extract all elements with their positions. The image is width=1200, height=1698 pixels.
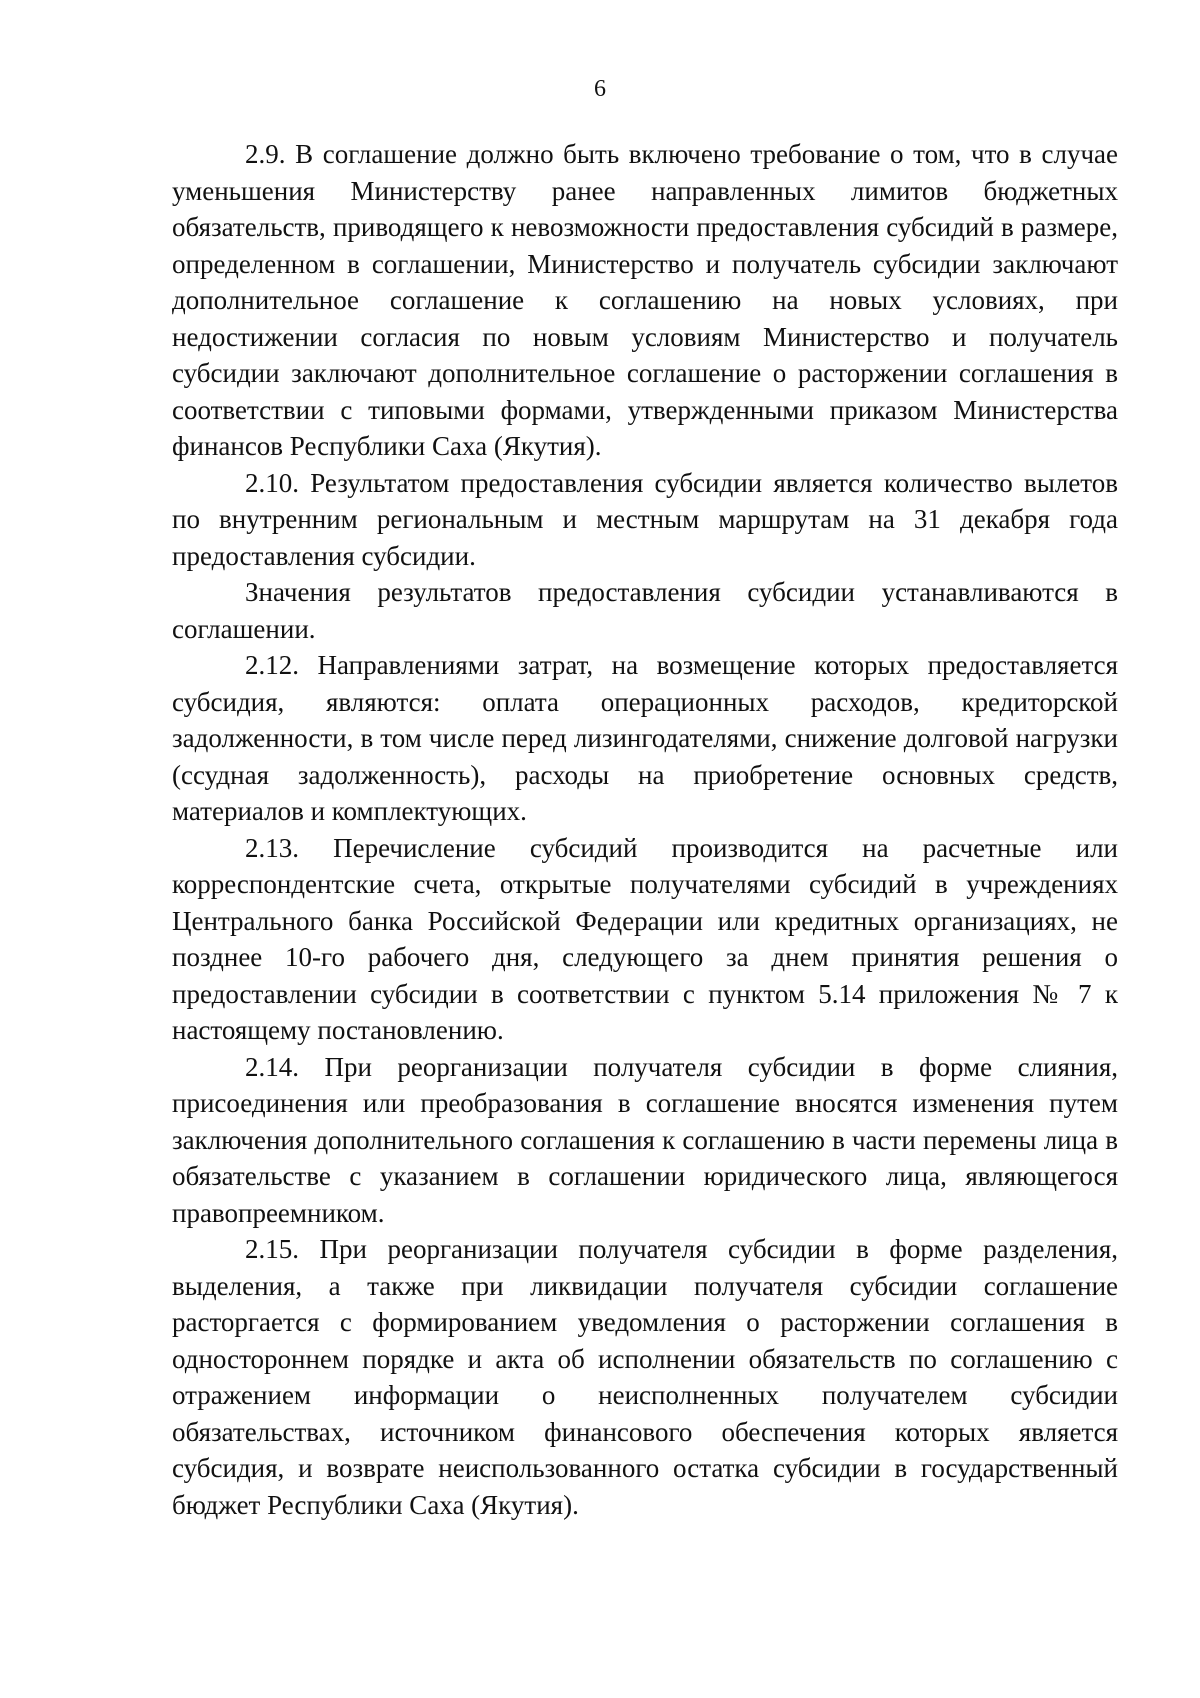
page-number: 6 <box>594 76 606 102</box>
paragraph-2-13: 2.13. Перечисление субсидий производится на расчетные или корреспондентские счета, открытые получателями субсидий в учреждениях Центрального банка Российской Федерации или кредитных организациях, не позднее 10-го рабочего дня, следующего за днем принятия решения о предоставлении субсидии в соответствии с пунктом 5.14 приложения № 7 к настоящему постановлению. <box>172 832 1118 1045</box>
document-body <box>172 136 1118 1523</box>
paragraph-result-values: Значения результатов предоставления субсидии устанавливаются в соглашении. <box>172 577 1118 644</box>
paragraph-2-15: 2.15. При реорганизации получателя субсидии в форме разделения, выделения, а также при ликвидации получателя субсидии соглашение расторгается с формированием уведомления о расторжении соглашения в одностороннем порядке и акта об исполнении обязательств по соглашению с отражением информации о неисполненных получателем субсидии обязательствах, источником финансового обеспечения которых является субсидия, и возврате неиспользованного остатка субсидии в государственный бюджет Республики Саха (Якутия). <box>172 1234 1118 1520</box>
paragraph-2-14: 2.14. При реорганизации получателя субсидии в форме слияния, присоединения или преобразования в соглашение вносятся изменения путем заключения дополнительного соглашения к соглашению в части перемены лица в обязательстве с указанием в соглашении юридического лица, являющегося правопреемником. <box>172 1051 1118 1228</box>
paragraph-2-10: 2.10. Результатом предоставления субсидии является количество вылетов по внутренним региональным и местным маршрутам на 31 декабря года предоставления субсидии. <box>172 467 1118 571</box>
paragraph-2-9: 2.9. В соглашение должно быть включено требование о том, что в случае уменьшения Министерству ранее направленных лимитов бюджетных обязательств, приводящего к невозможности предоставления субсидий в размере, определенном в соглашении, Министерство и получатель субсидии заключают дополнительное соглашение к соглашению на новых условиях, при недостижении согласия по новым условиям Министерство и получатель субсидии заключают дополнительное соглашение о расторжении соглашения в соответствии с типовыми формами, утвержденными приказом Министерства финансов Республики Саха (Якутия). <box>172 139 1118 461</box>
paragraph-2-12: 2.12. Направлениями затрат, на возмещение которых предоставляется субсидия, являются: оплата операционных расходов, кредиторской задолженности, в том числе перед лизингодателями, снижение долговой нагрузки (ссудная задолженность), расходы на приобретение основных средств, материалов и комплектующих. <box>172 650 1118 826</box>
